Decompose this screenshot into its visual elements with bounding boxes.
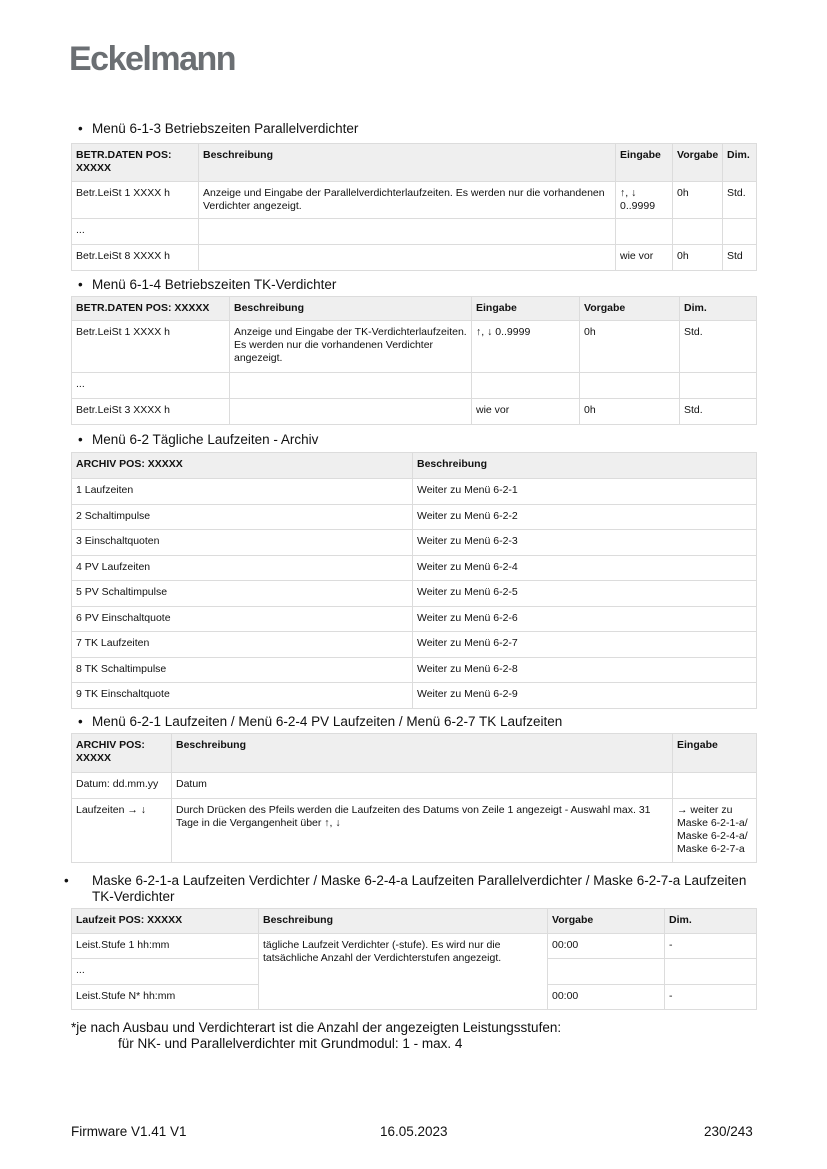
section-heading: • Menü 6-2 Tägliche Laufzeiten - Archiv — [78, 432, 319, 447]
cell: Betr.LeiSt 3 XXXX h — [72, 399, 230, 425]
table-row — [72, 373, 757, 399]
cell: - — [665, 934, 757, 959]
cell: Betr.LeiSt 1 XXXX h — [72, 182, 199, 219]
cell: 0h — [673, 245, 723, 271]
section-heading: • Maske 6-2-1-a Laufzeiten Verdichter / Maske 6-2-4-a Laufzeiten Parallelverdichter / Maske 6-2-7-a Laufzeiten TK-Verdichter — [64, 873, 747, 904]
cell: Laufzeiten → ↓ — [72, 799, 172, 863]
eckelmann-logo: Eckelmann — [69, 40, 236, 78]
header-cell: Vorgabe — [548, 909, 665, 934]
table-row — [72, 632, 757, 658]
cell: Std — [723, 245, 757, 271]
footer-date: 16.05.2023 — [380, 1124, 448, 1139]
cell: 0h — [580, 321, 680, 373]
cell: Betr.LeiSt 1 XXXX h — [72, 321, 230, 373]
cell: 7 TK Laufzeiten — [72, 632, 413, 658]
cell: ... — [72, 219, 199, 245]
cell: Leist.Stufe 1 hh:mm — [72, 934, 259, 959]
header-cell: BETR.DATEN POS: XXXXX — [72, 297, 230, 321]
cell: Weiter zu Menü 6-2-4 — [413, 555, 757, 581]
heading-text: Maske 6-2-1-a Laufzeiten Verdichter / Maske 6-2-4-a Laufzeiten Parallelverdichter / Maske 6-2-7-a Laufzeiten TK-Verdichter — [92, 873, 747, 904]
table-row — [72, 245, 757, 271]
cell: tägliche Laufzeit Verdichter (-stufe). Es wird nur die tatsächliche Anzahl der Verdichterstufen angezeigt. — [259, 934, 548, 1010]
table-menu-6-2 — [71, 452, 757, 709]
cell: ↑, ↓ 0..9999 — [472, 321, 580, 373]
cell: Weiter zu Menü 6-2-7 — [413, 632, 757, 658]
header-cell: Eingabe — [616, 144, 673, 182]
header-cell: Dim. — [665, 909, 757, 934]
cell: 6 PV Einschaltquote — [72, 606, 413, 632]
header-cell: Eingabe — [472, 297, 580, 321]
cell: Std. — [680, 321, 757, 373]
cell: 3 Einschaltquoten — [72, 530, 413, 556]
footer-firmware: Firmware V1.41 V1 — [71, 1124, 187, 1139]
cell: Weiter zu Menü 6-2-3 — [413, 530, 757, 556]
table-row — [72, 399, 757, 425]
table-row — [72, 683, 757, 709]
footnote-line: für NK- und Parallelverdichter mit Grundmodul: 1 - max. 4 — [118, 1036, 463, 1051]
table-row — [72, 321, 757, 373]
section-heading: • Menü 6-1-3 Betriebszeiten Parallelverdichter — [78, 121, 359, 136]
table-row — [72, 479, 757, 505]
cell: 4 PV Laufzeiten — [72, 555, 413, 581]
cell: 9 TK Einschaltquote — [72, 683, 413, 709]
table-menu-6-2-1 — [71, 733, 757, 863]
cell: 8 TK Schaltimpulse — [72, 657, 413, 683]
cell: 1 Laufzeiten — [72, 479, 413, 505]
cell: Weiter zu Menü 6-2-6 — [413, 606, 757, 632]
cell: Anzeige und Eingabe der TK-Verdichterlaufzeiten. Es werden nur die vorhandenen Verdichter angezeigt. — [230, 321, 472, 373]
section-heading: • Menü 6-1-4 Betriebszeiten TK-Verdichter — [78, 277, 337, 292]
cell: 2 Schaltimpulse — [72, 504, 413, 530]
table-row — [72, 773, 757, 799]
cell: Betr.LeiSt 8 XXXX h — [72, 245, 199, 271]
cell: Weiter zu Menü 6-2-8 — [413, 657, 757, 683]
cell: ... — [72, 959, 259, 985]
header-cell: Vorgabe — [580, 297, 680, 321]
cell: Leist.Stufe N* hh:mm — [72, 985, 259, 1010]
header-cell: Laufzeit POS: XXXXX — [72, 909, 259, 934]
heading-text: Menü 6-2-1 Laufzeiten / Menü 6-2-4 PV Laufzeiten / Menü 6-2-7 TK Laufzeiten — [92, 714, 563, 729]
header-cell: BETR.DATEN POS: XXXXX — [72, 144, 199, 182]
cell: Datum: dd.mm.yy — [72, 773, 172, 799]
cell: Weiter zu Menü 6-2-2 — [413, 504, 757, 530]
footer-page-number: 230/243 — [704, 1124, 753, 1139]
cell: - — [665, 985, 757, 1010]
cell: → weiter zu Maske 6-2-1-a/ Maske 6-2-4-a/ Maske 6-2-7-a — [673, 799, 757, 863]
header-cell: Beschreibung — [172, 734, 673, 773]
header-cell: Eingabe — [673, 734, 757, 773]
cell: Datum — [172, 773, 673, 799]
cell: wie vor — [616, 245, 673, 271]
table-row — [72, 504, 757, 530]
header-cell: Dim. — [723, 144, 757, 182]
header-cell: ARCHIV POS: XXXXX — [72, 453, 413, 479]
header-cell: Beschreibung — [259, 909, 548, 934]
cell: Std. — [723, 182, 757, 219]
cell: 00:00 — [548, 934, 665, 959]
table-maske-6-2-1-a — [71, 908, 757, 1010]
cell: Std. — [680, 399, 757, 425]
cell: Weiter zu Menü 6-2-9 — [413, 683, 757, 709]
table-row — [72, 530, 757, 556]
table-row — [72, 934, 757, 959]
header-cell: Beschreibung — [230, 297, 472, 321]
heading-text: Menü 6-1-4 Betriebszeiten TK-Verdichter — [92, 277, 337, 292]
cell: Weiter zu Menü 6-2-5 — [413, 581, 757, 607]
heading-text: Menü 6-2 Tägliche Laufzeiten - Archiv — [92, 432, 319, 447]
table-row — [72, 182, 757, 219]
section-heading: • Menü 6-2-1 Laufzeiten / Menü 6-2-4 PV Laufzeiten / Menü 6-2-7 TK Laufzeiten — [78, 714, 563, 729]
footnote-line: *je nach Ausbau und Verdichterart ist die Anzahl der angezeigten Leistungsstufen: — [71, 1020, 562, 1035]
cell: 0h — [673, 182, 723, 219]
table-menu-6-1-3 — [71, 143, 757, 271]
cell: ... — [72, 373, 230, 399]
cell: Anzeige und Eingabe der Parallelverdichterlaufzeiten. Es werden nur die vorhandenen Verdichter angezeigt. — [199, 182, 616, 219]
table-row — [72, 555, 757, 581]
table-row — [72, 657, 757, 683]
table-row — [72, 799, 757, 863]
cell: ↑, ↓ 0..9999 — [616, 182, 673, 219]
table-row — [72, 606, 757, 632]
heading-text: Menü 6-1-3 Betriebszeiten Parallelverdichter — [92, 121, 359, 136]
table-row — [72, 581, 757, 607]
header-cell: Dim. — [680, 297, 757, 321]
header-cell: ARCHIV POS: XXXXX — [72, 734, 172, 773]
cell: 5 PV Schaltimpulse — [72, 581, 413, 607]
header-cell: Vorgabe — [673, 144, 723, 182]
cell: 00:00 — [548, 985, 665, 1010]
cell: Weiter zu Menü 6-2-1 — [413, 479, 757, 505]
cell: 0h — [580, 399, 680, 425]
header-cell: Beschreibung — [413, 453, 757, 479]
header-cell: Beschreibung — [199, 144, 616, 182]
footnote — [71, 1020, 561, 1052]
cell: wie vor — [472, 399, 580, 425]
table-row — [72, 219, 757, 245]
table-menu-6-1-4 — [71, 296, 757, 425]
cell: Durch Drücken des Pfeils werden die Laufzeiten des Datums von Zeile 1 angezeigt - Auswahl max. 31 Tage in die Vergangenheit über ↑, ↓ — [172, 799, 673, 863]
